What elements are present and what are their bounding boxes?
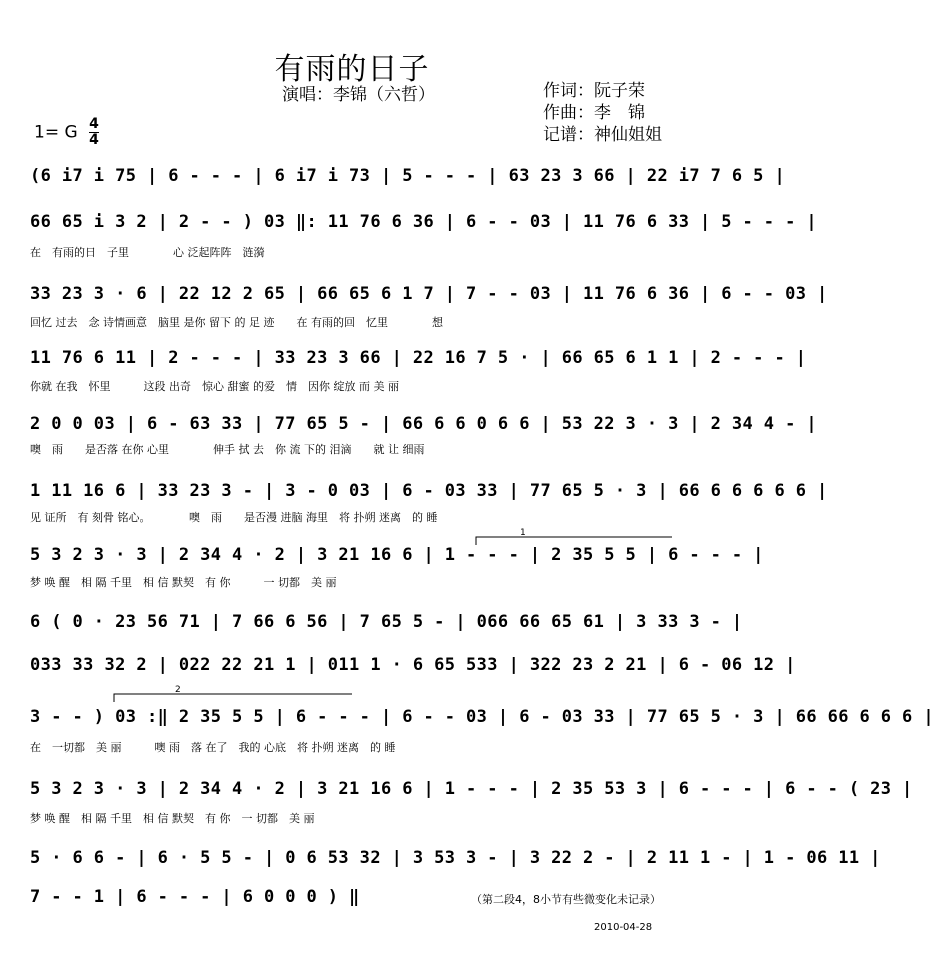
lyrics-line: 梦 唤 醒 相 隔 千里 相 信 默契 有 你 一 切都 美 丽 <box>30 812 315 825</box>
first-ending-bracket <box>476 537 672 545</box>
notation-line: 5 · 6 6 - | 6 · 5 5 - | 0 6 53 32 | 3 53 3 - | 3 22 2 - | 2 11 1 - | 1 - 06 11 | <box>30 848 881 868</box>
singer-credit: 演唱：李锦（六哲） <box>282 85 435 105</box>
time-signature-bottom: 4 <box>89 132 99 148</box>
notation-line: 6 ( 0 · 23 56 71 | 7 66 6 56 | 7 65 5 - | 066 66 65 61 | 3 33 3 - | <box>30 612 743 632</box>
lyrics-line: 你就 在我 怀里 这段 出奇 惊心 甜蜜 的爱 情 因你 绽放 而 美 丽 <box>30 380 399 393</box>
time-signature-top: 4 <box>89 116 99 132</box>
notation-line: 66 65 i 3 2 | 2 - - ) 03 ‖: 11 76 6 36 | 6 - - 03 | 11 76 6 33 | 5 - - - | <box>30 212 817 232</box>
notation-line: 1 11 16 6 | 33 23 3 - | 3 - 0 03 | 6 - 03 33 | 77 65 5 · 3 | 66 6 6 6 6 6 | <box>30 481 828 501</box>
song-title: 有雨的日子 <box>274 52 430 87</box>
transcription-note: （第二段4，8小节有些微变化未记录） <box>471 893 661 906</box>
lyrics-line: 在 有雨的日 子里 心 泛起阵阵 涟漪 <box>30 246 265 259</box>
lyrics-line: 梦 唤 醒 相 隔 千里 相 信 默契 有 你 一 切都 美 丽 <box>30 576 337 589</box>
lyrics-line: 回忆 过去 念 诗情画意 脑里 是你 留下 的 足 迹 在 有雨的回 忆里 想 <box>30 316 443 329</box>
notation-line: 33 23 3 · 6 | 22 12 2 65 | 66 65 6 1 7 | 7 - - 03 | 11 76 6 36 | 6 - - 03 | <box>30 284 828 304</box>
transcription-date: 2010-04-28 <box>594 922 653 933</box>
notation-line: (6 i7 i 75 | 6 - - - | 6 i7 i 73 | 5 - - - | 63 23 3 66 | 22 i7 7 6 5 | <box>30 166 786 186</box>
notation-line: 11 76 6 11 | 2 - - - | 33 23 3 66 | 22 16 7 5 · | 66 65 6 1 1 | 2 - - - | <box>30 348 807 368</box>
notation-line: 3 - - ) 03 :‖ 2 35 5 5 | 6 - - - | 6 - - 03 | 6 - 03 33 | 77 65 5 · 3 | 66 66 6 6 6 | <box>30 707 934 727</box>
time-signature <box>89 118 99 147</box>
key-signature <box>34 118 99 147</box>
lyrics-line: 见 证所 有 刻骨 铭心。 噢 雨 是否漫 进脑 海里 将 扑朔 迷离 的 睡 <box>30 511 438 524</box>
first-ending-number: 1 <box>520 528 526 538</box>
lyrics-line: 在 一切都 美 丽 噢 雨 落 在了 我的 心底 将 扑朔 迷离 的 睡 <box>30 741 396 754</box>
notation-line: 7 - - 1 | 6 - - - | 6 0 0 0 ) ‖ <box>30 887 360 907</box>
lyrics-line: 噢 雨 是否落 在你 心里 伸手 拭 去 你 流 下的 泪滴 就 让 细雨 <box>30 443 425 456</box>
key-label: 1= G <box>34 122 78 143</box>
notation-line: 2 0 0 03 | 6 - 63 33 | 77 65 5 - | 66 6 6 0 6 6 | 53 22 3 · 3 | 2 34 4 - | <box>30 414 817 434</box>
lyricist-credit: 作词：阮子荣 <box>543 81 645 101</box>
credits-block <box>543 80 662 146</box>
notation-line: 5 3 2 3 · 3 | 2 34 4 · 2 | 3 21 16 6 | 1 - - - | 2 35 53 3 | 6 - - - | 6 - - ( 23 | <box>30 779 913 799</box>
composer-credit: 作曲：李 锦 <box>543 103 645 123</box>
second-ending-number: 2 <box>175 685 181 695</box>
notation-line: 5 3 2 3 · 3 | 2 34 4 · 2 | 3 21 16 6 | 1 - - - | 2 35 5 5 | 6 - - - | <box>30 545 764 565</box>
transcriber-credit: 记谱：神仙姐姐 <box>543 125 662 145</box>
notation-line: 033 33 32 2 | 022 22 21 1 | 011 1 · 6 65 533 | 322 23 2 21 | 6 - 06 12 | <box>30 655 796 675</box>
second-ending-bracket <box>114 694 352 702</box>
